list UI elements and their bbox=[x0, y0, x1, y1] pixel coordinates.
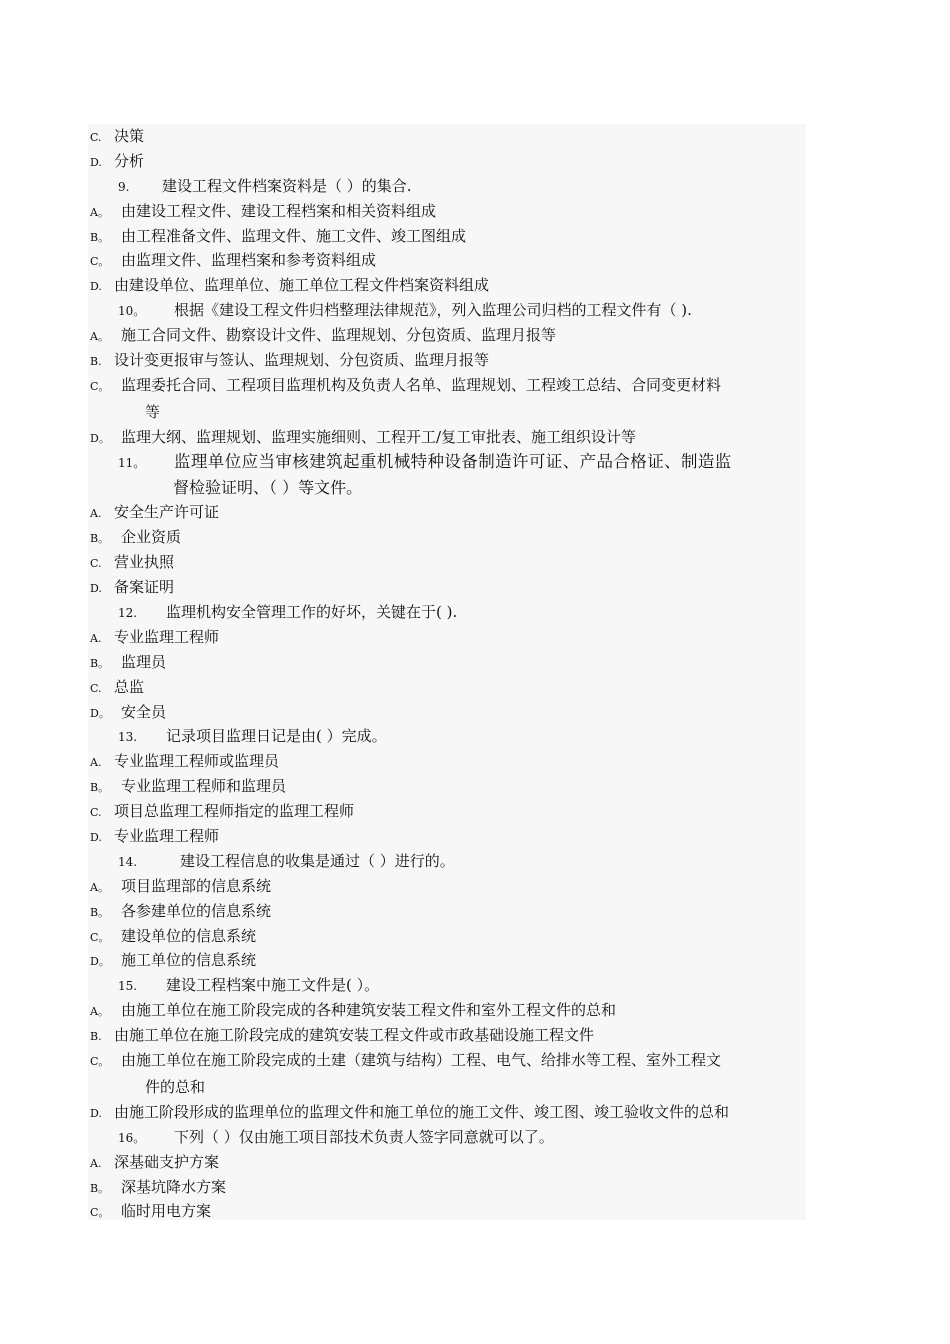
answer-option bbox=[90, 124, 806, 149]
option-text: 由建设工程文件、建设工程档案和相关资料组成 bbox=[121, 201, 437, 220]
answer-option bbox=[90, 824, 806, 849]
answer-option bbox=[90, 323, 806, 348]
question-list bbox=[90, 124, 806, 1224]
option-letter: D. bbox=[90, 831, 102, 844]
question-text: 建设工程信息的收集是通过（ ）进行的。 bbox=[180, 851, 455, 870]
question-text: 下列（ ）仅由施工项目部技术负责人签字同意就可以了。 bbox=[174, 1127, 554, 1146]
option-letter: D. bbox=[90, 155, 102, 169]
option-letter: C. bbox=[90, 806, 102, 820]
option-text: 专业监理工程师 bbox=[114, 827, 220, 845]
option-text: 由施工单位在施工阶段完成的建筑安装工程文件或市政基础设施工程文件 bbox=[114, 1026, 595, 1045]
option-text: 建设单位的信息系统 bbox=[121, 926, 257, 945]
option-text: 由监理文件、监理档案和参考资料组成 bbox=[121, 251, 377, 270]
option-letter: A。 bbox=[90, 880, 109, 894]
option-text: 各参建单位的信息系统 bbox=[121, 901, 272, 920]
question-text: 监理单位应当审核建筑起重机械特种设备制造许可证、产品合格证、制造监 bbox=[174, 451, 732, 471]
question-text: 建设工程文件档案资料是（ ）的集合. bbox=[162, 176, 412, 195]
option-text: 专业监理工程师和监理员 bbox=[121, 777, 287, 796]
option-letter: C。 bbox=[90, 1206, 110, 1220]
question-text: 记录项目监理日记是由( ）完成。 bbox=[166, 727, 387, 746]
answer-option bbox=[90, 998, 806, 1023]
option-letter: B。 bbox=[90, 905, 110, 919]
option-letter: B。 bbox=[90, 1181, 110, 1195]
option-text: 项目总监理工程师指定的监理工程师 bbox=[114, 802, 355, 821]
answer-option bbox=[90, 525, 806, 550]
option-letter: A。 bbox=[90, 330, 109, 344]
answer-option bbox=[90, 874, 806, 899]
option-text: 备案证明 bbox=[114, 578, 175, 597]
question-stem bbox=[90, 724, 806, 749]
question-text: 根据《建设工程文件归档整理法律规范》，列入监理公司归档的工程文件有（ ). bbox=[174, 301, 692, 320]
option-text: 专业监理工程师或监理员 bbox=[114, 752, 280, 771]
option-text: 总监 bbox=[114, 677, 145, 696]
option-letter: C. bbox=[90, 557, 102, 571]
question-stem bbox=[90, 973, 806, 998]
answer-option bbox=[90, 1199, 806, 1224]
option-text: 监理员 bbox=[121, 652, 167, 671]
option-letter: A. bbox=[90, 756, 102, 770]
option-letter: D. bbox=[90, 1106, 102, 1120]
answer-option bbox=[90, 1150, 806, 1175]
option-text: 由建设单位、监理单位、施工单位工程文件档案资料组成 bbox=[114, 276, 490, 295]
question-number: 10。 bbox=[118, 304, 146, 319]
option-text: 临时用电方案 bbox=[121, 1202, 212, 1221]
answer-option bbox=[90, 749, 806, 774]
question-number: 15. bbox=[118, 979, 138, 994]
option-text: 施工合同文件、勘察设计文件、监理规划、分包资质、监理月报等 bbox=[121, 326, 557, 345]
option-letter: B。 bbox=[90, 230, 110, 244]
option-letter: D。 bbox=[90, 431, 110, 445]
option-letter: D。 bbox=[90, 706, 110, 720]
option-letter: A。 bbox=[90, 1005, 109, 1019]
option-text: 专业监理工程师 bbox=[114, 627, 220, 646]
option-text: 营业执照 bbox=[114, 553, 175, 572]
question-number: 16。 bbox=[118, 1130, 146, 1145]
question-stem bbox=[90, 1125, 806, 1150]
answer-option bbox=[90, 224, 806, 249]
option-letter: C。 bbox=[90, 255, 110, 269]
question-number: 14. bbox=[118, 854, 138, 869]
option-text: 设计变更报审与签认、监理规划、分包资质、监理月报等 bbox=[114, 351, 490, 370]
option-text: 企业资质 bbox=[121, 528, 182, 547]
option-letter: C. bbox=[90, 131, 102, 144]
answer-option bbox=[90, 149, 806, 174]
option-letter: D。 bbox=[90, 955, 110, 969]
question-number: 13. bbox=[118, 730, 138, 745]
answer-option bbox=[90, 650, 806, 675]
option-text: 安全员 bbox=[121, 702, 167, 721]
option-text-continuation: 等 bbox=[145, 402, 161, 421]
option-text: 由施工单位在施工阶段完成的土建（建筑与结构）工程、电气、给排水等工程、室外工程文 bbox=[121, 1051, 722, 1070]
answer-option bbox=[90, 899, 806, 924]
answer-option bbox=[90, 273, 806, 298]
answer-option bbox=[90, 575, 806, 600]
answer-option bbox=[90, 1175, 806, 1200]
answer-option bbox=[90, 550, 806, 575]
option-letter: B。 bbox=[90, 781, 110, 795]
question-stem bbox=[90, 450, 806, 501]
option-letter: B。 bbox=[90, 532, 110, 546]
option-text: 决策 bbox=[114, 127, 145, 145]
answer-option bbox=[90, 774, 806, 799]
option-letter: A. bbox=[90, 507, 102, 521]
option-text: 项目监理部的信息系统 bbox=[121, 876, 272, 895]
option-text: 监理大纲、监理规划、监理实施细则、工程开工/复工审批表、施工组织设计等 bbox=[121, 427, 637, 446]
option-letter: B. bbox=[90, 355, 102, 369]
option-letter: B。 bbox=[90, 656, 110, 670]
answer-option bbox=[90, 700, 806, 725]
question-stem bbox=[90, 298, 806, 323]
question-number: 9. bbox=[118, 179, 130, 194]
option-letter: B. bbox=[90, 1030, 102, 1044]
answer-option bbox=[90, 373, 806, 425]
question-number: 11。 bbox=[118, 455, 146, 470]
option-text: 由施工阶段形成的监理单位的监理文件和施工单位的施工文件、竣工图、竣工验收文件的总和 bbox=[114, 1102, 730, 1121]
option-letter: D. bbox=[90, 280, 102, 294]
option-text: 安全生产许可证 bbox=[114, 503, 220, 522]
answer-option bbox=[90, 799, 806, 824]
answer-option bbox=[90, 1048, 806, 1100]
option-text: 分析 bbox=[114, 151, 145, 170]
option-text: 深基坑降水方案 bbox=[121, 1177, 227, 1196]
option-letter: A. bbox=[90, 631, 102, 645]
question-text: 建设工程档案中施工文件是( ）。 bbox=[166, 976, 380, 995]
question-text-continuation: 督检验证明、（ ）等文件。 bbox=[173, 477, 363, 497]
answer-option bbox=[90, 348, 806, 373]
answer-option bbox=[90, 1023, 806, 1048]
option-letter: A。 bbox=[90, 205, 109, 219]
option-text: 由施工单位在施工阶段完成的各种建筑安装工程文件和室外工程文件的总和 bbox=[121, 1001, 617, 1020]
option-letter: D. bbox=[90, 582, 102, 596]
answer-option bbox=[90, 948, 806, 973]
question-stem bbox=[90, 600, 806, 625]
question-stem bbox=[90, 849, 806, 874]
option-text: 施工单位的信息系统 bbox=[121, 951, 257, 970]
option-text-continuation: 件的总和 bbox=[145, 1077, 206, 1096]
question-stem bbox=[90, 174, 806, 199]
answer-option bbox=[90, 1100, 806, 1125]
answer-option bbox=[90, 500, 806, 525]
question-number: 12. bbox=[118, 605, 138, 620]
answer-option bbox=[90, 625, 806, 650]
answer-option bbox=[90, 425, 806, 450]
option-letter: C. bbox=[90, 681, 102, 695]
option-letter: C。 bbox=[90, 1055, 110, 1069]
answer-option bbox=[90, 248, 806, 273]
option-letter: C。 bbox=[90, 930, 110, 944]
option-text: 由工程准备文件、监理文件、施工文件、竣工图组成 bbox=[121, 226, 467, 245]
question-text: 监理机构安全管理工作的好坏，关键在于( ). bbox=[166, 602, 458, 621]
answer-option bbox=[90, 199, 806, 224]
answer-option bbox=[90, 675, 806, 700]
answer-option bbox=[90, 924, 806, 949]
option-text: 监理委托合同、工程项目监理机构及负责人名单、监理规划、工程竣工总结、合同变更材料 bbox=[121, 375, 722, 394]
option-text: 深基础支护方案 bbox=[114, 1152, 220, 1171]
option-letter: C。 bbox=[90, 379, 110, 393]
option-letter: A. bbox=[90, 1156, 102, 1170]
